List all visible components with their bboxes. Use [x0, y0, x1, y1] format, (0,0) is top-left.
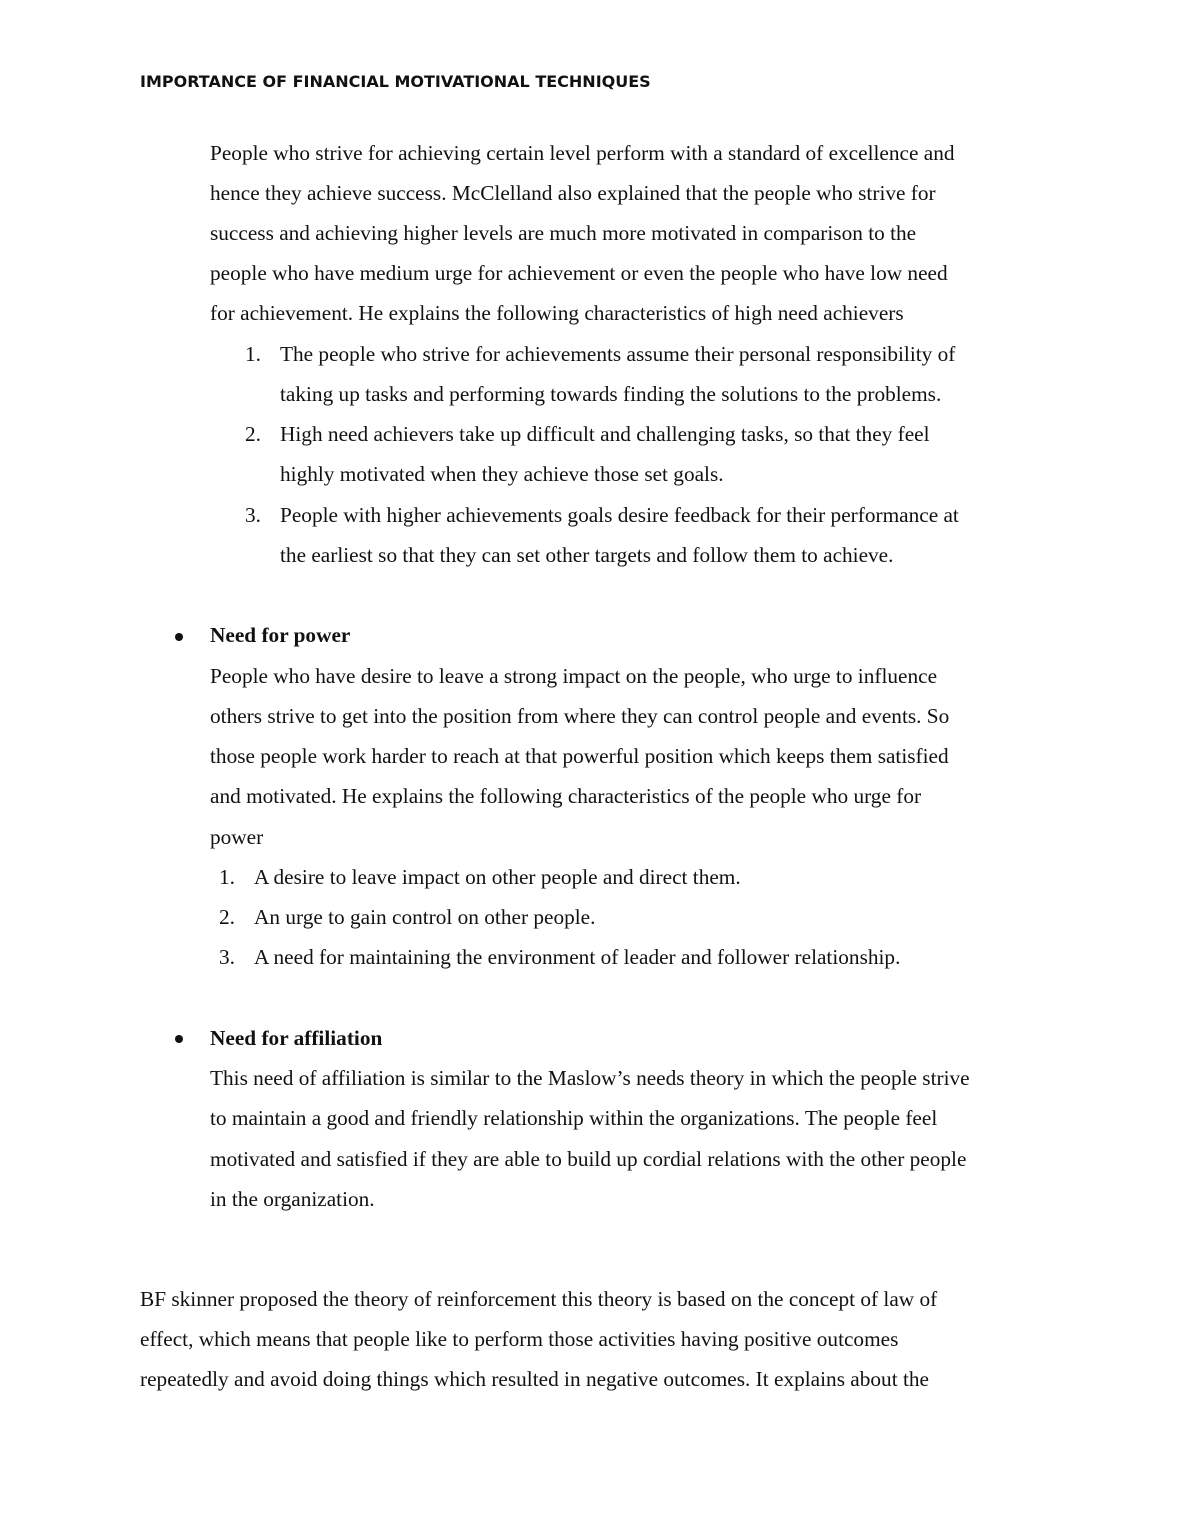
text-line: the earliest so that they can set other targets and follow them to achieve.: [280, 543, 894, 567]
list-number: 2.: [219, 905, 235, 929]
text-line: An urge to gain control on other people.: [254, 905, 596, 929]
text-line: others strive to get into the position from where they can control people and events. So: [210, 704, 950, 728]
text-line: A desire to leave impact on other people and direct them.: [254, 865, 741, 889]
text-line: motivated and satisfied if they are able to build up cordial relations with the other people: [210, 1147, 967, 1171]
text-line: people who have medium urge for achievement or even the people who have low need: [210, 261, 948, 285]
text-line: taking up tasks and performing towards finding the solutions to the problems.: [280, 382, 942, 406]
text-line: High need achievers take up difficult and challenging tasks, so that they feel: [280, 422, 930, 446]
bullet-icon: [175, 633, 183, 641]
text-line: People who strive for achieving certain level perform with a standard of excellence and: [210, 141, 955, 165]
text-line: highly motivated when they achieve those set goals.: [280, 462, 724, 486]
text-line: This need of affiliation is similar to the Maslow’s needs theory in which the people strive: [210, 1066, 970, 1090]
list-number: 3.: [219, 945, 235, 969]
list-number: 1.: [219, 865, 235, 889]
text-line: and motivated. He explains the following characteristics of the people who urge for: [210, 784, 922, 808]
list-number: 2.: [245, 422, 261, 446]
text-line: in the organization.: [210, 1187, 375, 1211]
text-line: hence they achieve success. McClelland also explained that the people who strive for: [210, 181, 936, 205]
text-line: People who have desire to leave a strong impact on the people, who urge to influence: [210, 664, 938, 688]
section-heading: Need for power: [210, 623, 351, 647]
text-line: repeatedly and avoid doing things which resulted in negative outcomes. It explains about the: [140, 1367, 929, 1391]
list-number: 1.: [245, 342, 261, 366]
text-line: People with higher achievements goals desire feedback for their performance at: [280, 503, 959, 527]
text-line: power: [210, 825, 264, 849]
running-header: IMPORTANCE OF FINANCIAL MOTIVATIONAL TECHNIQUES: [140, 72, 651, 91]
text-line: for achievement. He explains the following characteristics of high need achievers: [210, 301, 904, 325]
text-line: The people who strive for achievements assume their personal responsibility of: [280, 342, 956, 366]
bullet-icon: [175, 1035, 183, 1043]
text-line: to maintain a good and friendly relationship within the organizations. The people feel: [210, 1106, 938, 1130]
list-number: 3.: [245, 503, 261, 527]
text-line: BF skinner proposed the theory of reinforcement this theory is based on the concept of law of: [140, 1287, 938, 1311]
text-line: those people work harder to reach at that powerful position which keeps them satisfied: [210, 744, 949, 768]
text-line: success and achieving higher levels are much more motivated in comparison to the: [210, 221, 917, 245]
section-heading: Need for affiliation: [210, 1026, 383, 1050]
text-line: effect, which means that people like to perform those activities having positive outcomes: [140, 1327, 899, 1351]
text-line: A need for maintaining the environment of leader and follower relationship.: [254, 945, 901, 969]
